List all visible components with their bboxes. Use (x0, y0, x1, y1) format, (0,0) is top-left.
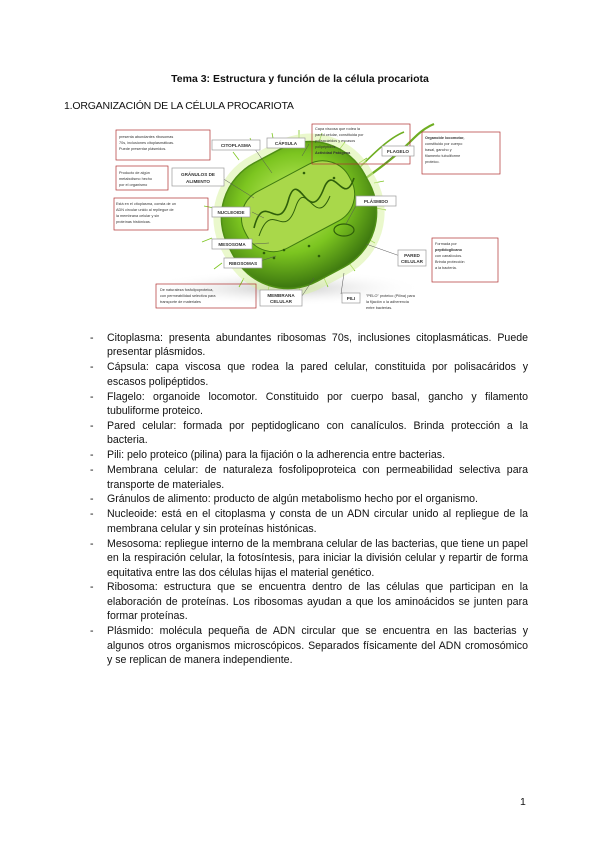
list-item: - Ribosoma: estructura que se encuentra dentro de las células que participan en la elaboración de proteínas. Los ribosomas ayudan a que los aminoácidos se junten para formar proteínas. (90, 581, 528, 623)
note-nucleoide-1: Está en el citoplasma, consta de un (116, 202, 176, 206)
note-capsula-5: Actividad Patógena (315, 151, 351, 155)
list-item: - Citoplasma: presenta abundantes ribosomas 70s, inclusiones citoplasmáticas. Puede presentar plásmidos. (90, 332, 528, 359)
note-pili-2: la fijación o la adherencia (366, 300, 409, 304)
note-capsula-3: polisacáridos y escasos (315, 139, 356, 143)
label-mesosoma: MESOSOMA (218, 242, 246, 247)
note-capsula-1: Capa viscosa que rodea la (315, 127, 360, 131)
note-pili-1: "PELO" proteico (Pilina) para (366, 294, 415, 298)
note-pared-1: Formada por (435, 242, 457, 246)
prokaryotic-cell-diagram (104, 118, 504, 313)
label-granulos-1: GRÁNULOS DE (181, 172, 215, 177)
list-item: - Pili: pelo proteico (pilina) para la fijación o la adherencia entre bacterias. (90, 449, 446, 462)
note-membrana-3: transporte de materiales (160, 300, 201, 304)
note-granulos-3: por el organismo (119, 183, 148, 187)
list-item: - Gránulos de alimento: producto de algún metabolismo hecho por el organismo. (90, 493, 478, 506)
note-membrana-2: con permeabilidad selectiva para (160, 294, 216, 298)
note-granulos-1: Producto de algún (119, 171, 150, 175)
note-flagelo-4: filamento tubuliforme (425, 154, 461, 158)
note-flagelo-3: basal, gancho y (425, 148, 452, 152)
note-pared-2: peptidoglicano (435, 248, 462, 252)
label-flagelo: FLAGELO (387, 149, 409, 154)
note-citoplasma-2: 70s, inclusiones citoplasmáticas. (119, 141, 175, 145)
bullet-dash: - (90, 449, 94, 462)
note-flagelo-2: constituido por cuerpo (425, 142, 463, 146)
bullet-dash: - (90, 419, 94, 432)
note-nucleoide-3: la membrana celular y sin (116, 214, 160, 218)
bullet-dash: - (90, 581, 94, 594)
document-title: Tema 3: Estructura y función de la célula procariota (171, 73, 429, 85)
label-pared-1: PARED (404, 253, 420, 258)
list-item: - Flagelo: organoide locomotor. Constituido por cuerpo basal, gancho y filamento tubuliforme proteico. (90, 390, 528, 418)
note-membrana-1: De naturaleza fosfolipoproteica, (160, 288, 214, 292)
label-pili: PILI (346, 296, 356, 301)
bullet-dash: - (90, 361, 94, 374)
note-flagelo-5: proteico. (425, 160, 440, 164)
section-heading: 1.ORGANIZACIÓN DE LA CÉLULA PROCARIOTA (64, 100, 294, 112)
label-granulos-2: ALIMENTO (186, 179, 210, 184)
bullet-dash: - (90, 332, 94, 344)
bullet-dash: - (90, 390, 94, 403)
list-item: - Plásmido: molécula pequeña de ADN circular que se encuentra en las bacterias y algunos otros organismos microscópicos. Separados físicamente del ADN cromosómico y se replican de manera independiente. (90, 625, 528, 666)
structure-list (90, 331, 528, 668)
label-nucleoide: NUCLEOIDE (217, 210, 245, 215)
page-number: 1 (520, 796, 526, 808)
label-plasmido: PLÁSMIDO (363, 199, 389, 204)
note-pared-4: Brinda protección (435, 260, 465, 264)
label-membrana-1: MEMBRANA (267, 293, 295, 298)
list-item: - Nucleoide: está en el citoplasma y consta de un ADN circular unido al repliegue de la membrana celular y sin proteínas histónicas. (90, 508, 528, 535)
note-citoplasma-3: Puede presentar plásmidos. (119, 147, 167, 151)
note-pared-5: a la bacteria. (435, 266, 457, 270)
label-pared-2: CELULAR (401, 259, 423, 264)
list-item: - Cápsula: capa viscosa que rodea la pared celular, constituida por polisacáridos y escasos polipéptidos. (90, 361, 528, 388)
label-capsula: CÁPSULA (274, 141, 298, 146)
list-item: - Mesosoma: repliegue interno de la membrana celular de las bacterias, que tiene un papel en la respiración celular, la fotosíntesis, para iniciar la división celular y repartir de forma equitativa entre las dos células hijas el material genético. (90, 537, 528, 579)
bullet-dash: - (90, 625, 94, 638)
label-citoplasma: CITOPLASMA (220, 143, 252, 148)
note-capsula-2: pared celular, constituida por (315, 133, 364, 137)
note-capsula-4: polipéptidos. (315, 145, 337, 149)
label-membrana-2: CELULAR (270, 299, 292, 304)
note-citoplasma-1: presenta abundantes ribosomas (119, 135, 174, 139)
note-pared-3: con canalículos. (435, 254, 463, 258)
note-flagelo-1: Organoide locomotor, (425, 136, 465, 140)
bullet-dash: - (90, 537, 94, 550)
bullet-dash: - (90, 464, 94, 477)
note-granulos-2: metabolismo hecho (119, 177, 152, 181)
list-item: - Membrana celular: de naturaleza fosfolipoproteica con permeabilidad selectiva para transporte de materiales. (90, 464, 528, 491)
note-nucleoide-4: proteínas histónicas. (116, 220, 151, 224)
bullet-dash: - (90, 508, 94, 521)
bullet-dash: - (90, 493, 94, 506)
label-ribosomas: RIBOSOMAS (228, 261, 258, 266)
note-nucleoide-2: ADN circular unido al repliegue de (116, 208, 174, 212)
note-pili-3: entre bacterias. (366, 306, 393, 310)
list-item: - Pared celular: formada por peptidoglicano con canalículos. Brinda protección a la bacteria. (90, 419, 528, 447)
